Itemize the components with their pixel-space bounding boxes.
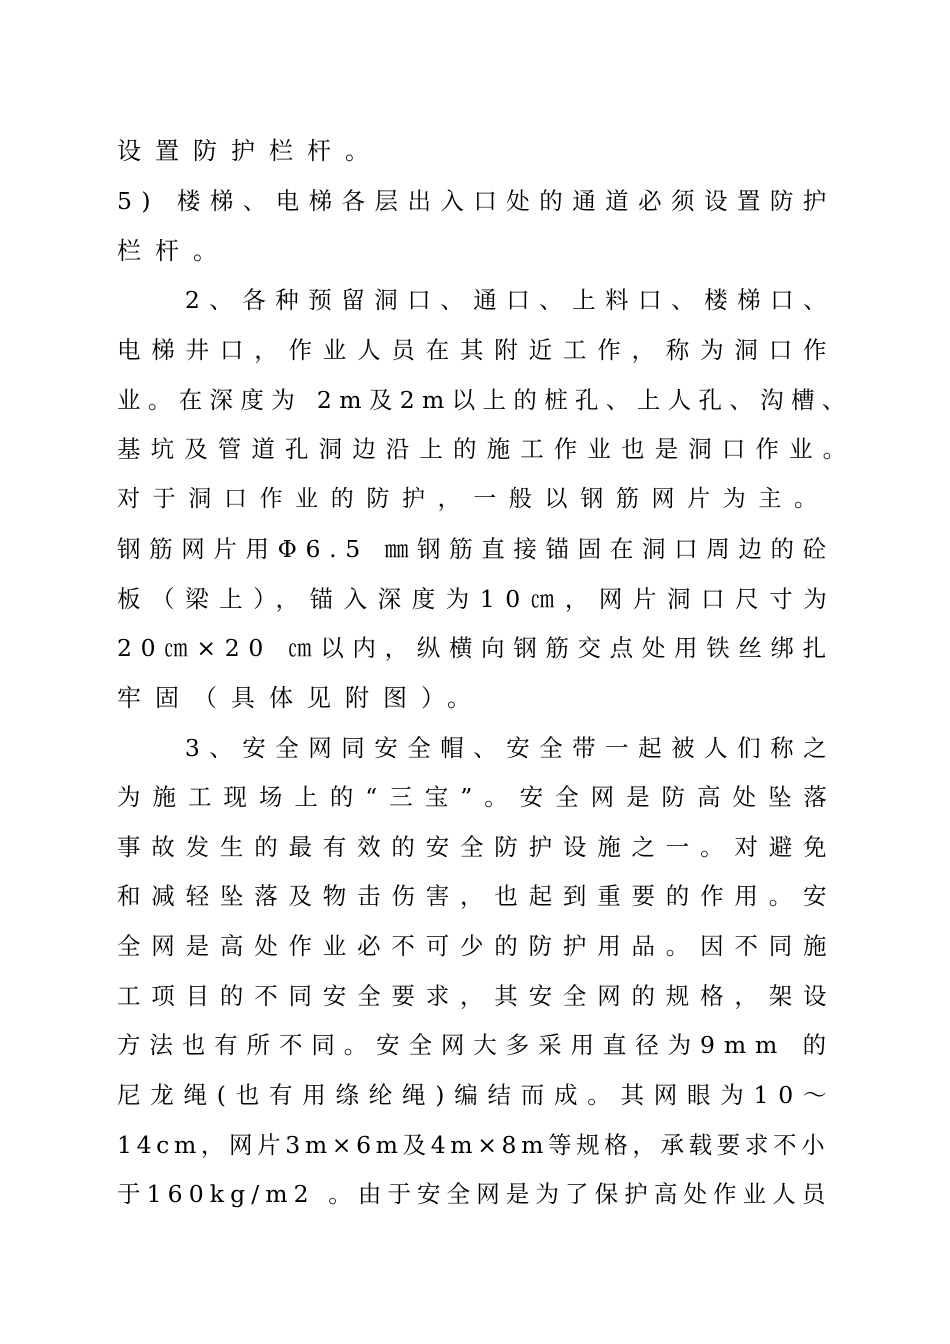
text-line: 14cm，网片3m×6m及4m×8m等规格，承载要求不小	[117, 1131, 830, 1159]
text-line: 牢固（具体见附图）。	[117, 684, 485, 712]
text-line: 板（梁上），锚入深度为10㎝，网片洞口尺寸为	[117, 585, 838, 613]
text-line: 对于洞口作业的防护，一般以钢筋网片为主。	[117, 486, 830, 512]
text-line: 设置防护栏杆。	[117, 137, 383, 165]
text-line: 业。在深度为 2m及2m以上的桩孔、上人孔、沟槽、	[117, 386, 853, 414]
text-line: 全网是高处作业必不可少的防护用品。因不同施	[117, 932, 838, 960]
text-line: 方法也有所不同。安全网大多采用直径为9mm 的	[117, 1031, 835, 1059]
text-line: 工项目的不同安全要求，其安全网的规格，架设	[117, 982, 838, 1010]
text-line: 钢筋网片用Φ6.5 ㎜钢筋直接锚固在洞口周边的砼	[117, 535, 835, 563]
text-line: 尼龙绳(也有用绦纶绳)编结而成。其网眼为10～	[117, 1081, 837, 1109]
text-line: 为施工现场上的“三宝”。安全网是防高处坠落	[117, 783, 839, 811]
text-line: 和减轻坠落及物击伤害，也起到重要的作用。安	[117, 882, 838, 910]
text-line: 5) 楼梯、电梯各层出入口处的通道必须设置防护	[117, 187, 836, 215]
text-line: 于160kg/m2 。由于安全网是为了保护高处作业人员	[117, 1180, 832, 1208]
text-line: 栏杆。	[117, 237, 231, 265]
text-line: 电梯井口，作业人员在其附近工作，称为洞口作	[117, 336, 838, 364]
text-line: 事故发生的最有效的安全防护设施之一。对避免	[117, 833, 838, 861]
text-line: 2、各种预留洞口、通口、上料口、楼梯口、	[117, 286, 837, 314]
text-line: 3、安全网同安全帽、安全带一起被人们称之	[117, 734, 837, 762]
text-line: 20㎝×20 ㎝以内，纵横向钢筋交点处用铁丝绑扎	[117, 634, 835, 662]
text-line: 基坑及管道孔洞边沿上的施工作业也是洞口作业。	[117, 435, 857, 463]
